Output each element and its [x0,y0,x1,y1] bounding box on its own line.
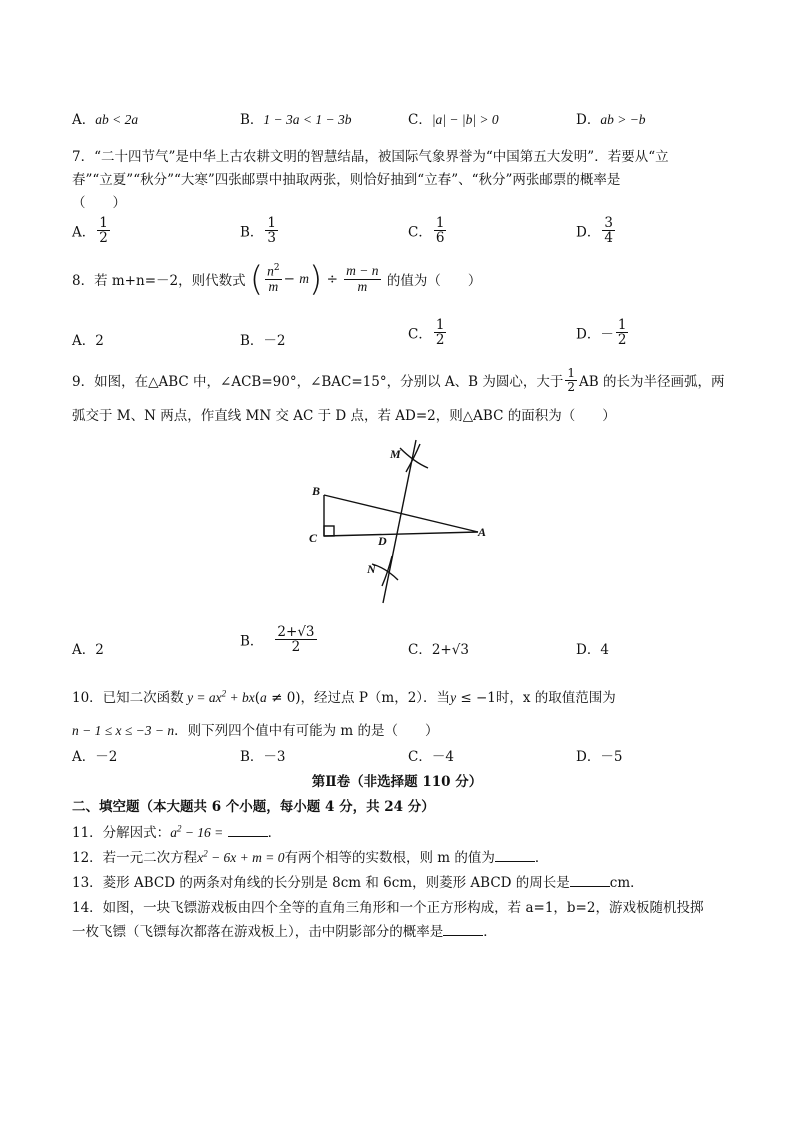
section-2-title: 第Ⅱ卷（非选择题 110 分） [311,774,483,790]
label-a: A [478,525,487,539]
q7-option-c: C． $\frac{1}{6}$ [408,215,445,247]
q7-option-d: D． $\frac{3}{4}$ [576,215,613,247]
q7-line-2: 春”“立夏”“秋分”“大寒”四张邮票中抽取两张，则恰好抽到“立春”、“秋分”两张邮票的概率是 [72,172,621,188]
q12-blank[interactable] [495,849,535,862]
q9-option-d: D．4 [576,642,609,658]
q9-figure [300,438,500,608]
q14-blank[interactable] [443,923,483,936]
q8-expression: ( $\frac{n^2}{m}$ − m) ÷ $\frac{m - n}{m}$ [249,259,379,299]
q8-option-d: D．－ $\frac{1}{2}$ [576,317,627,349]
q12: 12．若一元二次方程$x^2 - 6x + m = 0$有两个相等的实数根，则 m 的值为 ． [72,848,549,866]
q8-option-b: B．－2 [240,333,286,349]
q13: 13．菱形 ABCD 的两条对角线的长分别是 8cm 和 6cm，则菱形 ABCD 的周长是 cm． [72,875,644,891]
q7-line-1: 7．“二十四节气”是中华上古农耕文明的智慧结晶，被国际气象界誉为“中国第五大发明”．若要从“立 [72,149,669,165]
segment-ca [324,532,478,536]
arc-m-2 [406,444,420,472]
right-angle-mark [324,526,334,536]
label-n: N [367,562,376,576]
line-mn [383,440,416,603]
q9-option-b: B． $\frac{2+√3}{2}$ [240,624,315,656]
q10-option-b: B．－3 [240,749,286,765]
q6-option-b: B．1 − 3a < 1 − 3b [240,112,352,128]
q10-line-2: n − 1 ≤ x ≤ −3 − n．则下列四个值中有可能为 m 的是（ ） [72,723,439,739]
q8-option-c: C． $\frac{1}{2}$ [408,317,445,349]
q10-option-d: D．－5 [576,749,623,765]
label-b: B [312,484,321,498]
q10-line-1: 10．已知二次函数 $y = ax^2 + bx(a \ne 0)$，经过点 P（m，2）．当y ≤ −1时，x 的取值范围为 [72,688,616,706]
q11-blank[interactable] [228,824,268,837]
q7-option-b: B． $\frac{1}{3}$ [240,215,277,247]
label-d: D [378,534,387,548]
q8-option-a: A．2 [72,333,104,349]
q8-stem: 8．若 m+n=－2，则代数式 ( $\frac{n^2}{m}$ − m) ÷ $\frac{m - n}{m}$ 的值为（ ） [72,259,482,299]
q6-option-c: C．|a| − |b| > 0 [408,112,499,128]
label-c: C [309,531,318,545]
q9-line-1: 9．如图，在△ABC 中，∠ACB=90°，∠BAC=15°，分别以 A、B 为圆心，大于 $\frac{1}{2}$ AB 的长为半径画弧，两 [72,366,725,394]
q6-option-a: A．ab < 2a [72,112,139,128]
q9-option-c: C．2+√3 [408,642,469,658]
q9-line-2: 弧交于 M、N 两点，作直线 MN 交 AC 于 D 点，若 AD=2，则△ABC 的面积为（ ） [72,408,616,424]
q10-option-a: A．－2 [72,749,118,765]
q13-blank[interactable] [570,874,610,887]
q7-answer-paren: （ ） [72,195,126,211]
q6-option-d: D．ab > −b [576,112,646,128]
q9-option-a: A．2 [72,642,104,658]
label-m: M [390,447,401,461]
q11: 11．分解因式：$a^2 - 16$ = ． [72,823,282,841]
q14-line-1: 14．如图，一块飞镖游戏板由四个全等的直角三角形和一个正方形构成，若 a=1，b=2，游戏板随机投掷 [72,900,704,916]
q7-option-a: A． $\frac{1}{2}$ [72,215,108,247]
q10-option-c: C．－4 [408,749,454,765]
q14-line-2: 一枚飞镖（飞镖每次都落在游戏板上），击中阴影部分的概率是 ． [72,924,497,940]
part-2-heading: 二、填空题（本大题共 6 个小题，每小题 4 分，共 24 分） [72,799,435,815]
